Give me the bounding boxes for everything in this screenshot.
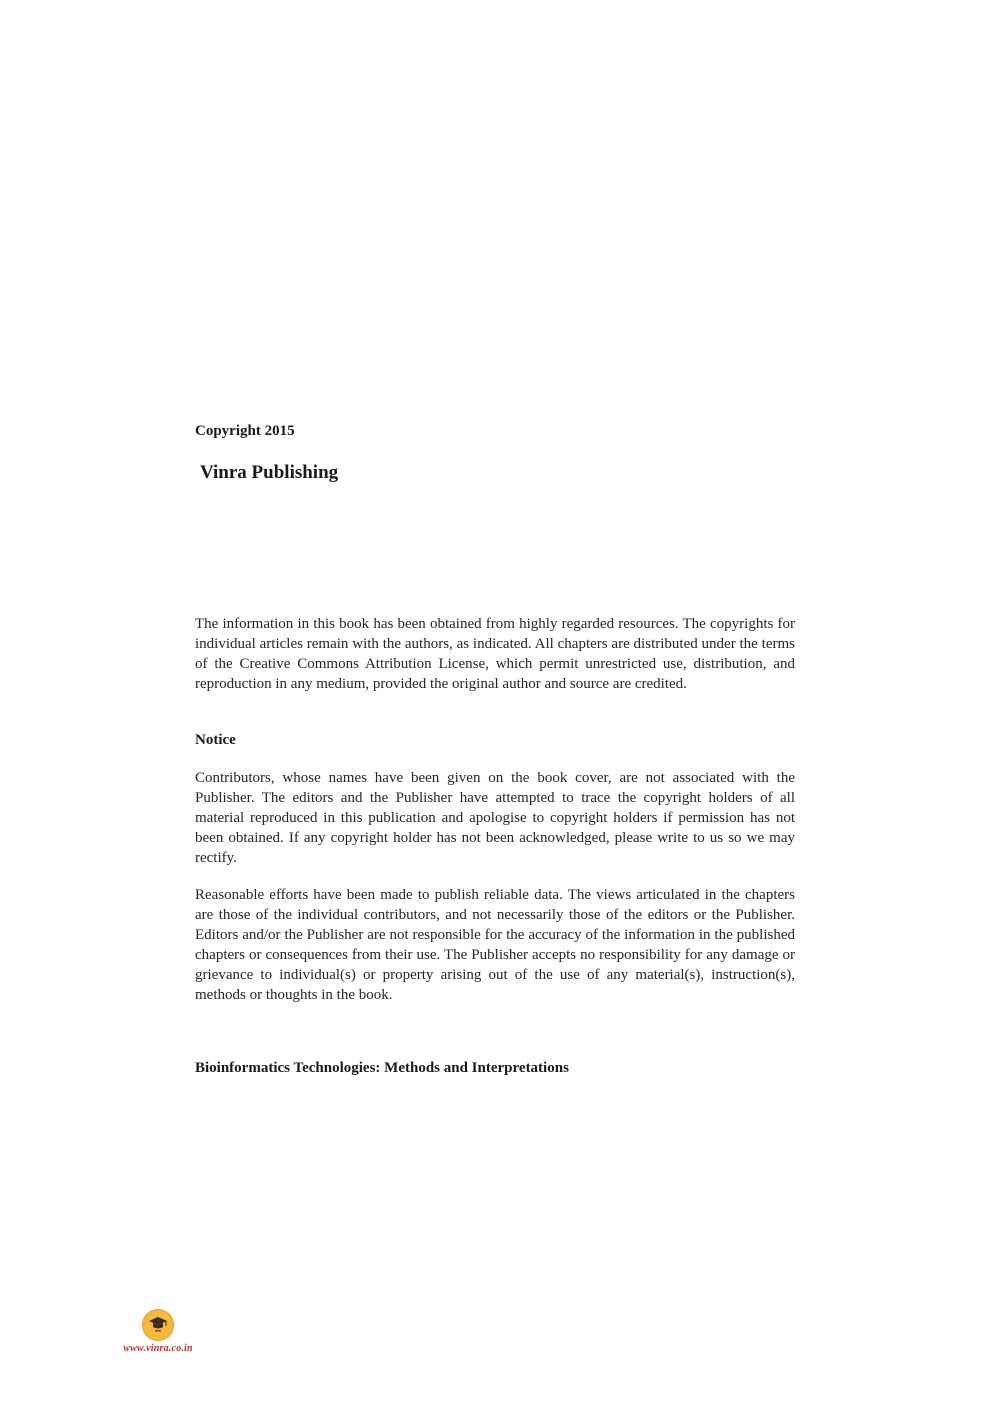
logo-badge (142, 1309, 174, 1341)
notice-heading: Notice (195, 732, 236, 748)
rights-statement: The information in this book has been obtained from highly regarded resources. The copyrights for individual articles remain with the authors, as indicated. All chapters are distributed under the terms of the Creative Commons Attribution License, which permit unrestricted use, distribution, and reproduction in any medium, provided the original author and source are credited. (195, 616, 795, 692)
notice-paragraph-contributors: Contributors, whose names have been given on the book cover, are not associated with the Publisher. The editors and the Publisher have attempted to trace the copyright holders of all material reproduced in this publication and apologise to copyright holders if permission has not been obtained. If any copyright holder has not been acknowledged, please write to us so we may rectify. (195, 770, 795, 866)
publisher-name: Vinra Publishing (200, 462, 339, 483)
copyright-year: Copyright 2015 (195, 423, 295, 439)
publisher-logo (118, 1307, 198, 1359)
graduation-cap-icon (148, 1314, 168, 1334)
book-title: Bioinformatics Technologies: Methods and Interpretations (195, 1060, 569, 1076)
publisher-website[interactable]: www.vinra.co.in (123, 1343, 193, 1354)
notice-paragraph-disclaimer: Reasonable efforts have been made to publish reliable data. The views articulated in the chapters are those of the individual contributors, and not necessarily those of the editors or the Publisher. Editors and/or the Publisher are not responsible for the accuracy of the information in the published chapters or consequences from their use. The Publisher accepts no responsibility for any damage or grievance to individual(s) or property arising out of the use of any material(s), instruction(s), methods or thoughts in the book. (195, 887, 795, 1003)
